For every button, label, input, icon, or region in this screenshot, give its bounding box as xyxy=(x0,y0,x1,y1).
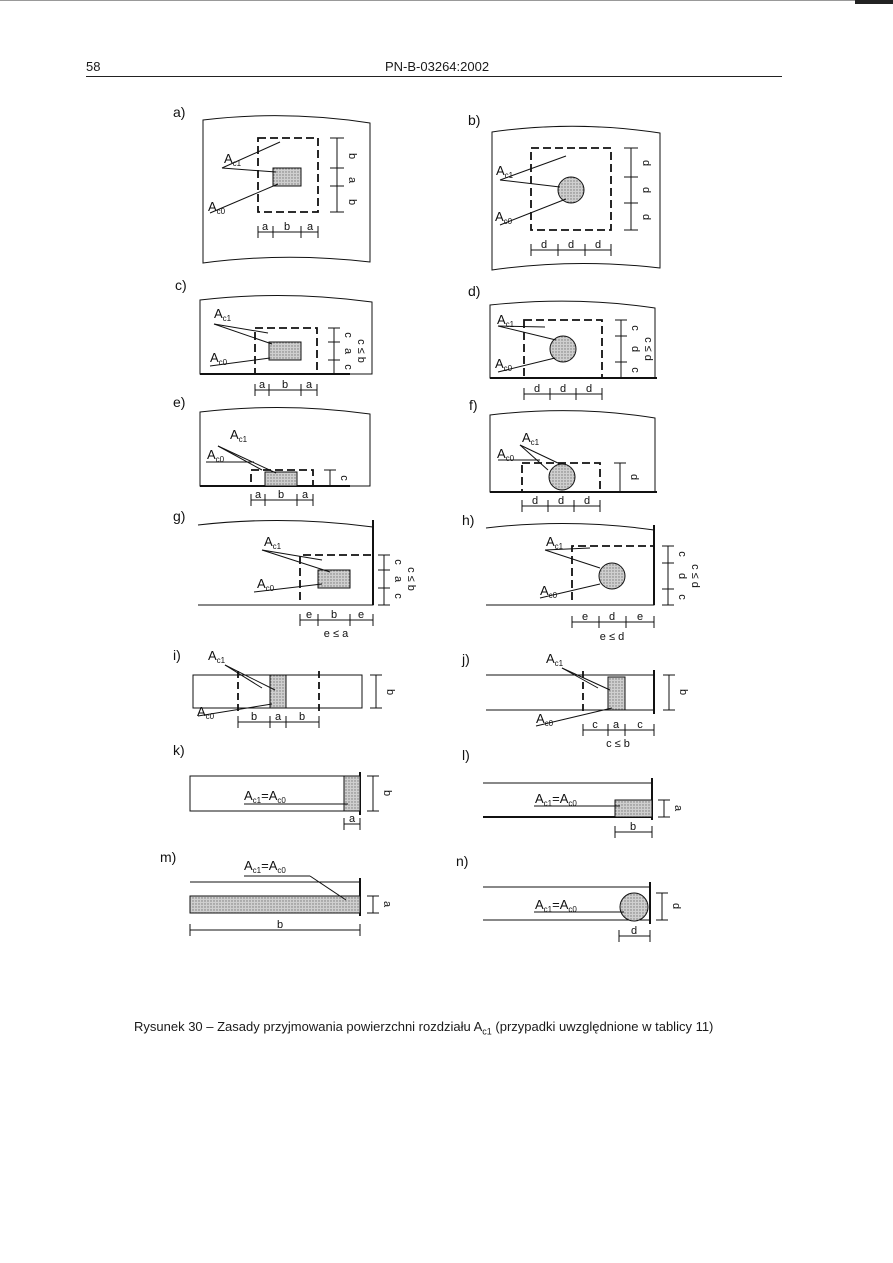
standard-title: PN-B-03264:2002 xyxy=(385,59,490,74)
svg-text:d: d xyxy=(567,239,575,251)
svg-text:e: e xyxy=(305,609,313,621)
panel-label-b: b) xyxy=(468,112,481,128)
page-number: 58 xyxy=(86,59,101,74)
svg-text:b: b xyxy=(283,221,291,233)
svg-text:c: c xyxy=(338,475,350,481)
equal-label-n: $A_{c1}=A_{c0}$ xyxy=(535,897,577,914)
svg-text:c: c xyxy=(637,719,643,731)
svg-text:c: c xyxy=(629,325,641,331)
panel-label-c: c) xyxy=(175,277,187,293)
svg-text:a: a xyxy=(672,804,684,812)
panel-label-e: e) xyxy=(173,394,186,410)
svg-text:d: d xyxy=(583,495,591,507)
figure-caption xyxy=(134,1019,713,1037)
panel-h-outline xyxy=(486,523,654,605)
svg-text:d: d xyxy=(594,239,602,251)
svg-text:c: c xyxy=(342,364,354,370)
panel-label-d: d) xyxy=(468,283,481,299)
panel-label-h: h) xyxy=(462,512,475,528)
svg-text:c: c xyxy=(676,594,688,600)
svg-text:c: c xyxy=(592,719,598,731)
svg-text:e: e xyxy=(581,611,589,623)
panel-label-m: m) xyxy=(160,849,177,865)
svg-text:d: d xyxy=(540,239,548,251)
ac1-label-b: $A_{c1}$ xyxy=(496,163,514,180)
svg-text:d: d xyxy=(629,345,641,353)
cond-e-le-a: e ≤ a xyxy=(323,628,349,640)
svg-text:a: a xyxy=(301,489,309,501)
ac0-label-f: $A_{c0}$ xyxy=(497,446,515,463)
cond-c-le-b-c: c ≤ b xyxy=(355,339,367,363)
panel-j-outline xyxy=(486,675,654,710)
svg-text:a: a xyxy=(306,221,314,233)
cond-c-le-d-h: c ≤ d xyxy=(689,564,701,588)
cond-c-le-b-g: c ≤ b xyxy=(405,567,417,591)
panel-label-i: i) xyxy=(173,647,181,663)
svg-text:c: c xyxy=(342,332,354,338)
svg-text:d: d xyxy=(531,495,539,507)
svg-text:a: a xyxy=(254,489,262,501)
ac1-label-f: $A_{c1}$ xyxy=(522,430,540,447)
panel-label-l: l) xyxy=(462,747,470,763)
ac0-label-b: $A_{c0}$ xyxy=(495,209,513,226)
svg-text:e: e xyxy=(357,609,365,621)
svg-text:a: a xyxy=(346,176,358,184)
panel-label-f: f) xyxy=(469,397,478,413)
ac1-label-e: $A_{c1}$ xyxy=(230,427,248,444)
ac0-label-j: $A_{c0}$ xyxy=(536,711,554,728)
svg-text:c: c xyxy=(392,593,404,599)
svg-text:d: d xyxy=(559,383,567,395)
svg-text:d: d xyxy=(608,611,616,623)
svg-text:d: d xyxy=(557,495,565,507)
svg-text:b: b xyxy=(250,711,258,723)
caption-suffix: (przypadki uwzględnione w tablicy 11) xyxy=(491,1019,714,1034)
svg-text:b: b xyxy=(629,821,637,833)
ac0-label-e: $A_{c0}$ xyxy=(207,447,225,464)
svg-text:d: d xyxy=(533,383,541,395)
ac1-label-c: $A_{c1}$ xyxy=(214,306,232,323)
svg-text:b: b xyxy=(346,198,358,206)
equal-label-m: $A_{c1}=A_{c0}$ xyxy=(244,858,286,875)
ac0-label-h: $A_{c0}$ xyxy=(540,583,558,600)
panel-label-g: g) xyxy=(173,508,186,524)
svg-text:b: b xyxy=(281,379,289,391)
svg-text:a: a xyxy=(261,221,269,233)
cond-e-le-d: e ≤ d xyxy=(599,631,625,643)
svg-text:d: d xyxy=(670,902,682,910)
svg-text:a: a xyxy=(274,711,282,723)
panel-label-j: j) xyxy=(462,651,470,667)
svg-text:b: b xyxy=(276,919,284,931)
svg-text:a: a xyxy=(342,347,354,355)
ac0-label-g: $A_{c0}$ xyxy=(257,576,275,593)
panel-label-a: a) xyxy=(173,104,186,120)
svg-text:a: a xyxy=(612,719,620,731)
ac1-label-h: $A_{c1}$ xyxy=(546,534,564,551)
panel-label-k: k) xyxy=(173,742,185,758)
svg-text:b: b xyxy=(298,711,306,723)
svg-text:b: b xyxy=(677,688,689,696)
cond-c-le-b-j: c ≤ b xyxy=(606,738,630,750)
svg-text:d: d xyxy=(630,925,638,937)
svg-text:d: d xyxy=(628,473,640,481)
ac0-label-i: $A_{c0}$ xyxy=(197,704,215,721)
ac1-label-j: $A_{c1}$ xyxy=(546,651,564,668)
ac1-label-a: $A_{c1}$ xyxy=(224,151,242,168)
svg-text:d: d xyxy=(640,213,652,221)
ac1-label-i: $A_{c1}$ xyxy=(208,648,226,665)
ac1-label-d: $A_{c1}$ xyxy=(497,312,515,329)
cond-c-le-d-d: c ≤ d xyxy=(642,337,654,361)
ac0-label-a: $A_{c0}$ xyxy=(208,199,226,216)
svg-text:b: b xyxy=(384,688,396,696)
ac1-label-g: $A_{c1}$ xyxy=(264,534,282,551)
svg-text:b: b xyxy=(330,609,338,621)
svg-text:c: c xyxy=(629,367,641,373)
svg-text:a: a xyxy=(392,575,404,583)
svg-text:c: c xyxy=(676,551,688,557)
svg-text:b: b xyxy=(381,789,393,797)
ac0-label-d: $A_{c0}$ xyxy=(495,356,513,373)
caption-subscript: c1 xyxy=(482,1026,492,1037)
svg-text:d: d xyxy=(640,186,652,194)
caption-prefix: Rysunek 30 – Zasady przyjmowania powierzchni rozdziału A xyxy=(134,1019,483,1034)
panel-g-outline xyxy=(198,520,373,605)
ac0-label-c: $A_{c0}$ xyxy=(210,350,228,367)
svg-text:a: a xyxy=(305,379,313,391)
svg-text:a: a xyxy=(381,900,393,908)
equal-label-k: $A_{c1}=A_{c0}$ xyxy=(244,788,286,805)
panel-label-n: n) xyxy=(456,853,469,869)
svg-text:b: b xyxy=(277,489,285,501)
svg-text:b: b xyxy=(346,152,358,160)
svg-text:a: a xyxy=(348,813,356,825)
equal-label-l: $A_{c1}=A_{c0}$ xyxy=(535,791,577,808)
svg-text:d: d xyxy=(676,572,688,580)
panel-a-ac0-rect xyxy=(273,168,301,186)
svg-text:a: a xyxy=(258,379,266,391)
svg-text:d: d xyxy=(640,159,652,167)
panel-b-ac0-circle xyxy=(558,177,584,203)
svg-text:d: d xyxy=(585,383,593,395)
svg-text:c: c xyxy=(392,559,404,565)
svg-text:e: e xyxy=(636,611,644,623)
